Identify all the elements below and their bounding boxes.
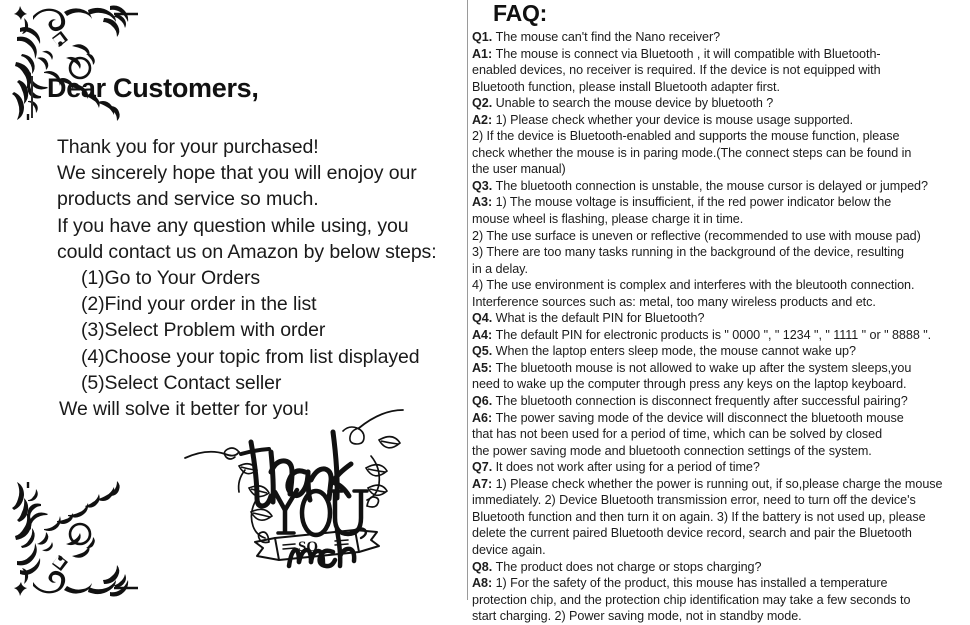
faq-text: enabled devices, no receiver is required. If the device is not equipped with [472, 63, 881, 78]
faq-entry-line [472, 95, 968, 112]
faq-label: Q7. [472, 460, 496, 475]
faq-text: mouse wheel is flashing, please charge it in time. [472, 212, 744, 227]
faq-label: A7: [472, 476, 496, 491]
faq-continuation-line [472, 244, 968, 261]
faq-continuation-line [472, 79, 968, 96]
faq-label: Q4. [472, 311, 496, 326]
faq-text: the power saving mode and bluetooth connection settings of the system. [472, 443, 872, 458]
faq-continuation-line [472, 145, 968, 162]
faq-entry-line [472, 29, 968, 46]
faq-entry-line [472, 393, 968, 410]
faq-label: Q3. [472, 178, 496, 193]
faq-continuation-line [472, 608, 968, 625]
faq-text: 2) If the device is Bluetooth-enabled and supports the mouse function, please [472, 129, 900, 144]
faq-label: Q1. [472, 30, 496, 44]
faq-continuation-line [472, 228, 968, 245]
faq-entry-line [472, 178, 968, 195]
faq-entry-line [472, 46, 968, 63]
letter-line: We sincerely hope that you will enojoy our [57, 162, 417, 185]
faq-entry-line [472, 559, 968, 576]
faq-entry-line [472, 343, 968, 360]
thank-you-so-much-lettering [183, 396, 423, 572]
faq-label: A4: [472, 327, 496, 342]
letter-closing: We will solve it better for you! [59, 398, 310, 421]
faq-text: The bluetooth connection is unstable, the mouse cursor is delayed or jumped? [495, 178, 928, 193]
letter-line: products and service so much. [57, 188, 319, 211]
faq-entry-line [472, 410, 968, 427]
faq-continuation-line [472, 261, 968, 278]
faq-continuation-line [472, 211, 968, 228]
faq-text: The power saving mode of the device will disconnect the bluetooth mouse [495, 410, 904, 425]
faq-panel [468, 0, 970, 624]
faq-text: Interference sources such as: metal, too many wireless products and etc. [472, 294, 876, 309]
faq-continuation-line [472, 161, 968, 178]
faq-text: The product does not charge or stops charging? [495, 559, 762, 574]
faq-label: Q6. [472, 394, 496, 409]
faq-label: A8: [472, 576, 496, 591]
faq-text: 3) There are too many tasks running in the background of the device, resulting [472, 245, 905, 260]
faq-label: Q2. [472, 96, 496, 111]
faq-continuation-line [472, 443, 968, 460]
contact-steps-list [57, 265, 457, 396]
faq-text: 2) The use surface is uneven or reflective (recommended to use with mouse pad) [472, 228, 921, 243]
faq-list [472, 29, 968, 625]
faq-label: A6: [472, 410, 496, 425]
faq-label: Q5. [472, 344, 496, 359]
faq-text: need to wake up the computer through press any keys on the laptop keyboard. [472, 377, 907, 392]
list-item: (4)Choose your topic from list displayed [81, 345, 420, 368]
faq-continuation-line [472, 542, 968, 559]
faq-continuation-line [472, 294, 968, 311]
list-item: (2)Find your order in the list [81, 293, 317, 316]
banner-word: SO [297, 539, 319, 555]
faq-entry-line [472, 310, 968, 327]
faq-text: check whether the mouse is in paring mode.(The connect steps can be found in [472, 145, 912, 160]
faq-text: the user manual) [472, 162, 566, 177]
faq-text: The mouse is connect via Bluetooth , it will compatible with Bluetooth- [495, 46, 881, 61]
faq-label: A2: [472, 112, 496, 127]
faq-continuation-line [472, 277, 968, 294]
faq-text: 1) The mouse voltage is insufficient, if the red power indicator below the [495, 195, 892, 210]
letter-line: Thank you for your purchased! [57, 136, 319, 158]
faq-text: immediately. 2) Device Bluetooth transmission error, need to turn off the device's [472, 493, 916, 508]
faq-text: Bluetooth function, please install Bluetooth adapter first. [472, 79, 780, 94]
faq-continuation-line [472, 376, 968, 393]
faq-text: The bluetooth connection is disconnect frequently after successful pairing? [495, 394, 908, 409]
faq-text: The mouse can't find the Nano receiver? [495, 30, 721, 44]
faq-entry-line [472, 459, 968, 476]
faq-text: When the laptop enters sleep mode, the mouse cannot wake up? [495, 344, 856, 359]
faq-continuation-line [472, 62, 968, 79]
faq-label: Q8. [472, 559, 496, 574]
list-item: (5)Select Contact seller [81, 371, 282, 394]
faq-label: A5: [472, 360, 496, 375]
faq-text: delete the current paired Bluetooth device record, search and pair the Bluetooth [472, 526, 912, 541]
letter-body [57, 134, 457, 422]
corner-flourish-ornament-bottom-left [6, 482, 138, 600]
faq-label: A1: [472, 46, 496, 61]
faq-continuation-line [472, 592, 968, 609]
faq-text: The default PIN for electronic products is " 0000 ", " 1234 ", " 1111 " or " 8888 ". [495, 327, 932, 342]
faq-text: What is the default PIN for Bluetooth? [495, 311, 705, 326]
list-item: (1)Go to Your Orders [81, 267, 261, 290]
faq-text: Unable to search the mouse device by bluetooth ? [495, 96, 774, 111]
faq-text: start charging. 2) Power saving mode, not in standby mode. [472, 609, 802, 624]
faq-text: that has not been used for a period of time, which can be solved by closed [472, 427, 883, 442]
faq-entry-line [472, 327, 968, 344]
faq-entry-line [472, 360, 968, 377]
faq-entry-line [472, 575, 968, 592]
faq-entry-line [472, 476, 968, 493]
faq-text: 1) Please check whether your device is mouse usage supported. [495, 112, 854, 127]
faq-entry-line [472, 112, 968, 129]
list-item: (3)Select Problem with order [81, 319, 326, 342]
faq-continuation-line [472, 509, 968, 526]
faq-continuation-line [472, 426, 968, 443]
faq-label: A3: [472, 195, 496, 210]
faq-continuation-line [472, 492, 968, 509]
faq-text: It does not work after using for a period of time? [495, 460, 760, 475]
faq-text: device again. [472, 542, 546, 557]
faq-continuation-line [472, 128, 968, 145]
faq-entry-line [472, 194, 968, 211]
faq-text: protection chip, and the protection chip identification may take a few seconds to [472, 592, 911, 607]
faq-text: 1) For the safety of the product, this mouse has installed a temperature [495, 576, 888, 591]
faq-text: The bluetooth mouse is not allowed to wake up after the system sleeps,you [495, 360, 912, 375]
faq-continuation-line [472, 525, 968, 542]
letter-line: If you have any question while using, you [57, 214, 409, 237]
faq-heading: FAQ: [493, 0, 548, 26]
page-title: Dear Customers, [47, 73, 259, 103]
faq-text: 4) The use environment is complex and interferes with the bleutooth connection. [472, 278, 915, 293]
faq-text: 1) Please check whether the power is running out, if so,please charge the mouse [495, 476, 943, 491]
faq-text: in a delay. [472, 261, 528, 276]
faq-text: Bluetooth function and then turn it on again. 3) If the battery is not used up, please [472, 509, 926, 524]
letter-line: could contact us on Amazon by below steps: [57, 240, 437, 263]
